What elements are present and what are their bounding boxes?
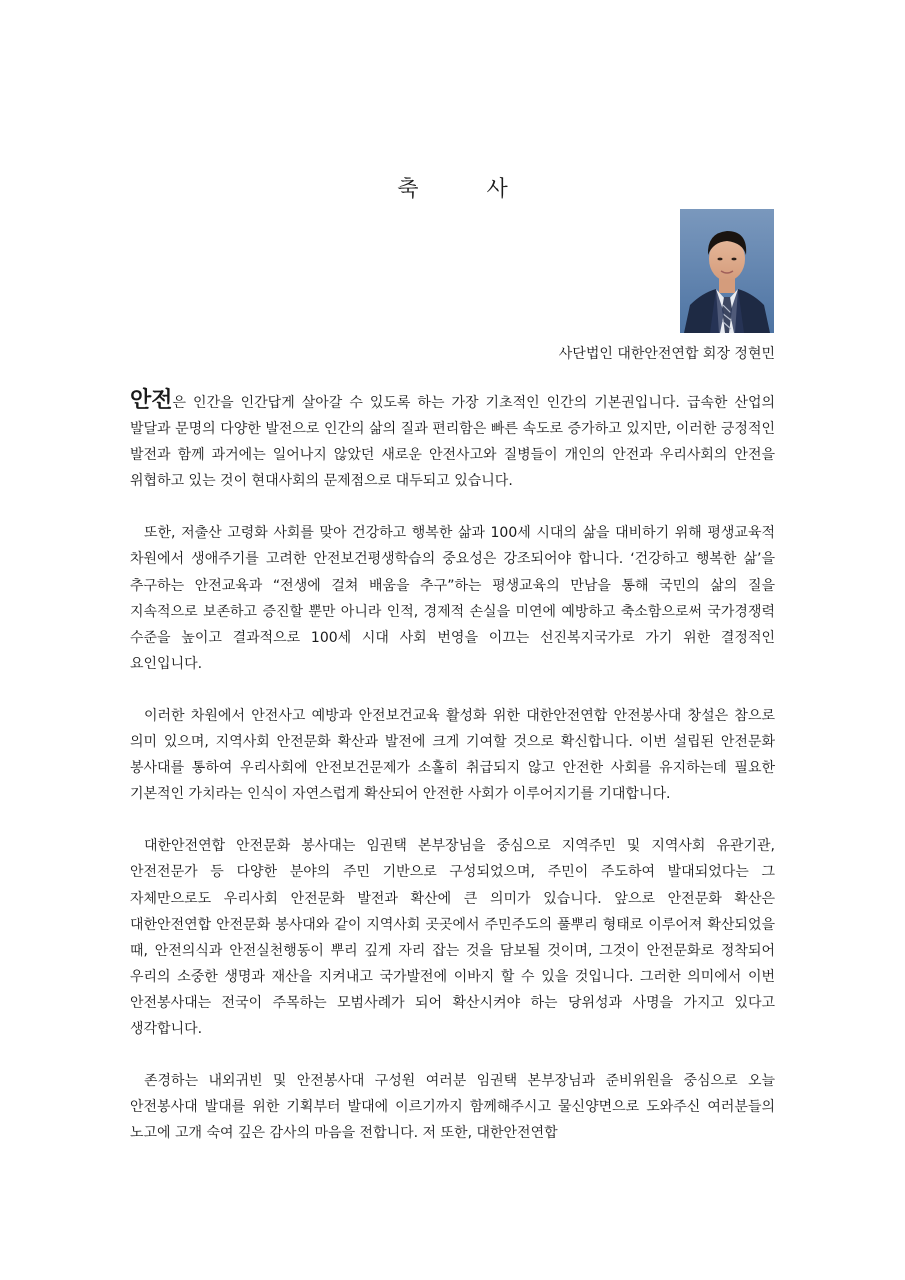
author-photo	[680, 209, 774, 333]
paragraph-3: 이러한 차원에서 안전사고 예방과 안전보건교육 활성화 위한 대한안전연합 안전봉사대 창설은 참으로 의미 있으며, 지역사회 안전문화 확산과 발전에 크게 기여할 것으로 확신합니다. 이번 설립된 안전문화 봉사대를 통하여 우리사회에 안전보건문제가 소홀히 취급되지 않고 안전한 사회를 유지하는데 필요한 기본적인 가치라는 인식이 자연스럽게 확산되어 안전한 사회가 이루어지기를 기대합니다.	[130, 707, 775, 803]
title-char-1: 축	[397, 177, 419, 202]
paragraph-4: 대한안전연합 안전문화 봉사대는 임권택 본부장님을 중심으로 지역주민 및 지역사회 유관기관, 안전전문가 등 다양한 분야의 주민 기반으로 구성되었으며, 주민이 주도하여 발대되었다는 그 자체만으로도 우리사회 안전문화 발전과 확산에 큰 의미가 있습니다. 앞으로 안전문화 확산은 대한안전연합 안전문화 봉사대와 같이 지역사회 곳곳에서 주민주도의 풀뿌리 형태로 이루어져 확산되었을 때, 안전의식과 안전실천행동이 뿌리 깊게 자리 잡는 것을 담보될 것이며, 그것이 안전문화로 정착되어 우리의 소중한 생명과 재산을 지켜내고 국가발전에 이바지 할 수 있을 것입니다. 그러한 의미에서 이번 안전봉사대는 전국이 주목하는 모범사례가 되어 확산시켜야 하는 당위성과 사명을 가지고 있다고 생각합니다.	[130, 838, 775, 1037]
paragraph-1-text: 은 인간을 인간답게 살아갈 수 있도록 하는 가장 기초적인 인간의 기본권입니다. 급속한 산업의 발달과 문명의 다양한 발전으로 인간의 삶의 질과 편리함은 빠른 속도로 증가하고 있지만, 이러한 긍정적인 발전과 함께 과거에는 일어나지 않았던 새로운 안전사고와 질병들이 개인의 안전과 우리사회의 안전을 위협하고 있는 것이 현대사회의 문제점으로 대두되고 있습니다.	[130, 395, 775, 490]
paragraph-2: 또한, 저출산 고령화 사회를 맞아 건강하고 행복한 삶과 100세 시대의 삶을 대비하기 위해 평생교육적 차원에서 생애주기를 고려한 안전보건평생학습의 중요성은 강조되어야 합니다. ‘건강하고 행복한 삶’을 추구하는 안전교육과 “전생에 걸쳐 배움을 추구”하는 평생교육의 만남을 통해 국민의 삶의 질을 지속적으로 보존하고 증진할 뿐만 아니라 인적, 경제적 손실을 미연에 예방하고 축소함으로써 국가경쟁력 수준을 높이고 결과적으로 100세 시대 사회 번영을 이끄는 선진복지국가로 가기 위한 결정적인 요인입니다.	[130, 525, 775, 672]
paragraph-1	[130, 388, 775, 494]
author-line: 사단법인 대한안전연합 회장 정현민	[558, 346, 775, 362]
paragraph-5: 존경하는 내외귀빈 및 안전봉사대 구성원 여러분 임권택 본부장님과 준비위원을 중심으로 오늘 안전봉사대 발대를 위한 기획부터 발대에 이르기까지 함께해주시고 물신양면으로 도와주신 여러분들의 노고에 고개 숙여 깊은 감사의 마음을 전합니다. 저 또한, 대한안전연합	[130, 1073, 775, 1142]
lead-word: 안전	[130, 388, 173, 413]
title-char-2: 사	[486, 177, 508, 202]
document-title	[0, 172, 905, 203]
body-text	[130, 388, 775, 1172]
